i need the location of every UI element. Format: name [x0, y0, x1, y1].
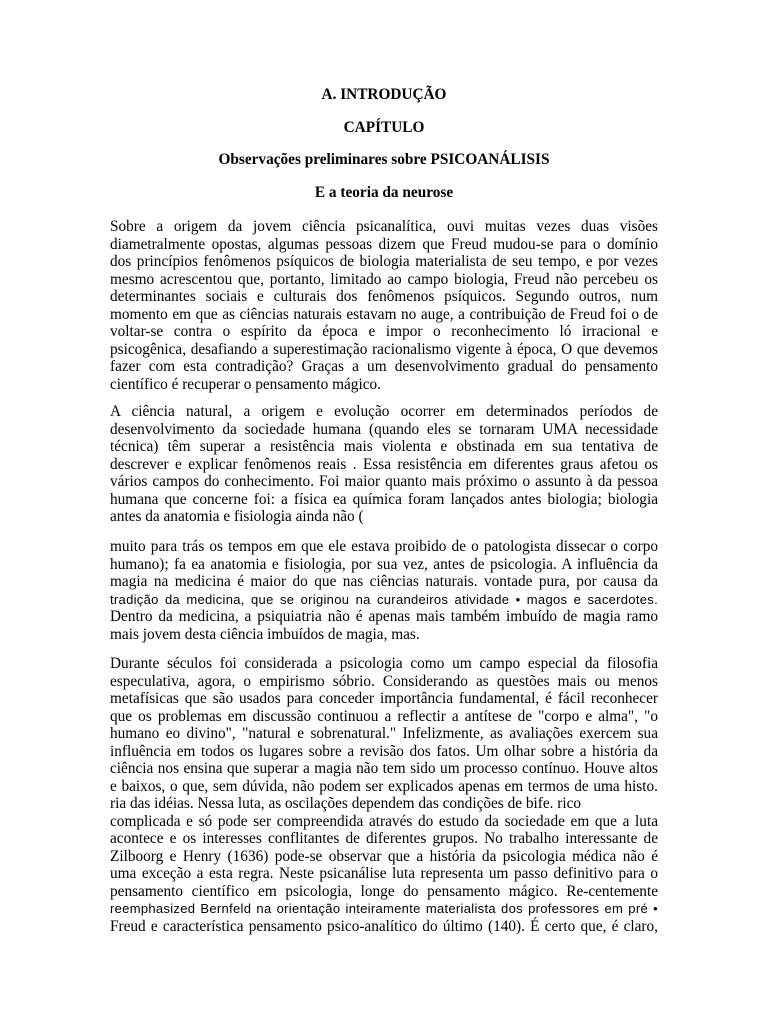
paragraph-line: vários campos do conhecimento. Foi maior quanto mais próximo o assunto à da pessoa — [110, 473, 658, 490]
paragraph-line: que os problemas em discussão continuou a reflectir a antítese de "corpo e alma", "o — [110, 707, 658, 725]
paragraph-line: mesmo acrescentou que, portanto, limitado ao campo biologia, Freud não percebeu os — [110, 270, 658, 288]
paragraph-line: acontece e os interesses conflitantes de diferentes grupos. No trabalho interessante de — [110, 830, 658, 847]
paragraph-line: muito para trás os tempos em que ele estava proibido de o patologista dissecar o corpo — [110, 538, 658, 555]
paragraph-line: e baixos, o que, sem dúvida, não podem ser explicados apenas em termos de uma histo. — [110, 777, 658, 795]
paragraph-line: tradição da medicina, que se originou na curandeiros atividade • magos e sacerdotes. — [110, 591, 658, 607]
paragraph-line: ria das idéias. Nessa luta, as oscilações dependem das condições de bife. rico — [110, 795, 582, 812]
paragraph-line: Freud e característica pensamento psico-analítico do último (140). É certo que, é claro, — [110, 917, 658, 935]
paragraph-line: A ciência natural, a origem e evolução ocorrer em determinados períodos de — [110, 403, 658, 420]
paragraph-line: reemphasized Bernfeld na orientação inteiramente materialista dos professores em pré • — [110, 901, 658, 916]
section-heading: A. INTRODUÇÃO — [321, 86, 447, 103]
paragraph-line: influência em todos os lugares sobre a revisão dos fatos. Um olhar sobre a história da — [110, 742, 658, 760]
paragraph-line: dos princípios fenômenos psíquicos de biologia materialista de seu tempo, e por vezes — [110, 253, 658, 270]
body-paragraph — [110, 655, 658, 935]
paragraph-line: uma exceção a esta regra. Neste psicanálise luta representa um passo definitivo para o — [110, 865, 658, 882]
chapter-title: Observações preliminares sobre PSICOANÁLISIS — [218, 151, 550, 168]
body-paragraph — [110, 403, 658, 526]
paragraph-line: técnica) têm superar a resistência mais violenta e obstinada em sua tentativa de — [110, 438, 658, 455]
paragraph-line: diametralmente opostas, algumas pessoas dizem que Freud mudou-se para o domínio — [110, 235, 658, 253]
paragraph-line: Durante séculos foi considerada a psicologia como um campo especial da filosofia — [110, 655, 658, 672]
body-paragraph — [110, 218, 658, 393]
chapter-label: CAPÍTULO — [343, 119, 425, 136]
paragraph-line: Sobre a origem da jovem ciência psicanalítica, ouvi muitas vezes duas visões — [110, 218, 658, 235]
paragraph-line: científico é recuperar o pensamento mágico. — [110, 375, 381, 393]
body-paragraph — [110, 538, 658, 643]
paragraph-line: determinantes sociais e culturais dos fenômenos psíquicos. Segundo outros, num — [110, 288, 658, 305]
paragraph-line: humano); fa ea anatomia e fisiologia, por sua vez, antes de psicologia. A influência da — [110, 555, 658, 573]
paragraph-line: mais jovem desta ciência imbuídos de magia, mas. — [110, 625, 420, 643]
paragraph-line: metafísicas que são usados para conceder importância fundamental, é fácil reconhecer — [110, 690, 658, 707]
paragraph-line: complicada e só pode ser compreendida através do estudo da sociedade em que a luta — [110, 812, 658, 830]
paragraph-line: voltar-se contra o espírito da época e impor o reconhecimento ló irracional e — [110, 323, 658, 340]
paragraph-line: antes da anatomia e fisiologia ainda não ( — [110, 508, 364, 525]
paragraph-line: especulativa, agora, o empirismo sóbrio. Considerando as questões mais ou menos — [110, 672, 658, 690]
paragraph-line: magia na medicina é maior do que nas ciências naturais. vontade pura, por causa da — [110, 573, 658, 590]
paragraph-line: Dentro da medicina, a psiquiatria não é apenas mais também imbuído de magia ramo — [110, 608, 658, 625]
chapter-subtitle: E a teoria da neurose — [314, 184, 454, 201]
paragraph-line: psicogênica, desafiando a superestimação racionalismo vigente à época, O que devemos — [110, 340, 658, 358]
paragraph-line: pensamento científico em psicologia, longe do pensamento mágico. Re-centemente — [110, 882, 658, 900]
paragraph-line: humano eo divino", "natural e sobrenatural." Infelizmente, as avaliações exercem sua — [110, 725, 658, 742]
paragraph-line: humana que concerne foi: a física ea química foram lançados antes biologia; biologia — [110, 490, 658, 508]
paragraph-line: momento em que as ciências naturais estavam no auge, a contribuição de Freud foi o de — [110, 305, 658, 323]
paragraph-line: Zilboorg e Henry (1636) pode-se observar que a história da psicologia médica não é — [110, 847, 658, 865]
paragraph-line: fazer com esta contradição? Graças a um desenvolvimento gradual do pensamento — [110, 358, 658, 375]
paragraph-line: ciência nos ensina que superar a magia não tem sido um processo contínuo. Houve altos — [110, 760, 658, 777]
paragraph-line: descrever e explicar fenômenos reais . Essa resistência em diferentes graus afetou os — [110, 455, 658, 473]
paragraph-line: desenvolvimento da sociedade humana (quando eles se tornaram UMA necessidade — [110, 420, 658, 438]
